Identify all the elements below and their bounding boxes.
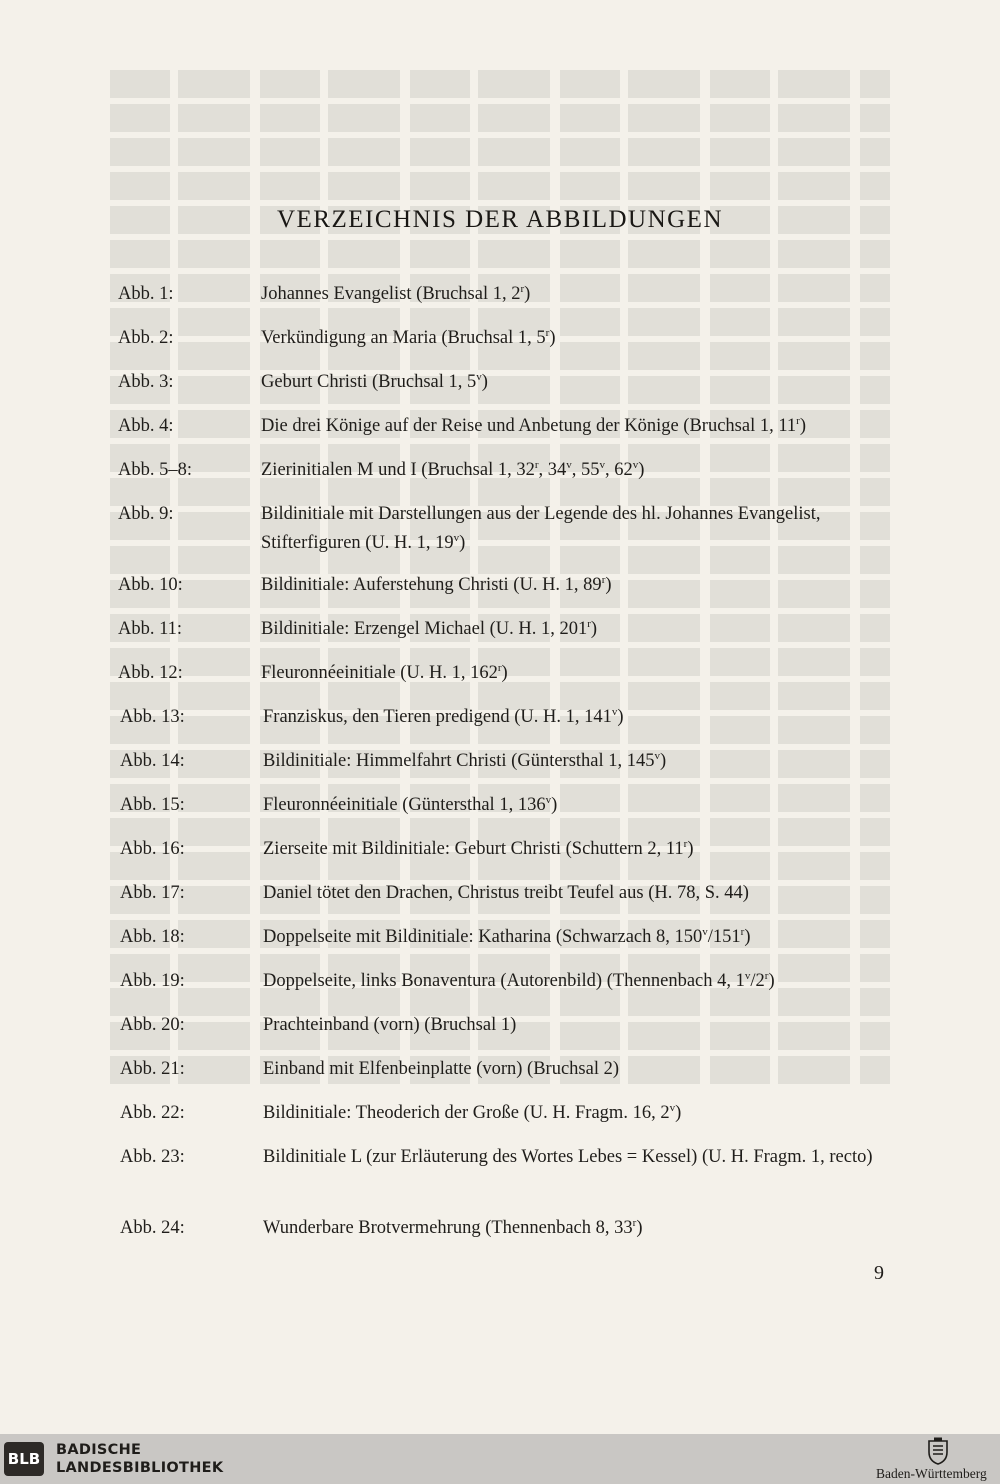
folio-superscript: r — [683, 838, 688, 850]
figure-label: Abb. 20: — [120, 1015, 185, 1035]
figure-description — [263, 835, 890, 864]
description-text: Bildinitiale L (zur Erläuterung des Wortes Lebes = Kessel) (U. H. Fragm. 1, recto) — [263, 1147, 873, 1167]
figure-entry — [118, 324, 888, 353]
figure-entry — [120, 1143, 890, 1172]
figure-label: Abb. 14: — [120, 751, 185, 771]
description-text: ) — [459, 533, 466, 553]
figure-entry — [120, 923, 890, 952]
description-text: ) — [551, 795, 558, 815]
figure-entry — [120, 835, 890, 864]
folio-superscript: r — [534, 459, 539, 471]
figure-label: Abb. 24: — [120, 1218, 185, 1238]
figure-label: Abb. 4: — [118, 416, 174, 436]
figure-label: Abb. 15: — [120, 795, 185, 815]
figure-label: Abb. 9: — [118, 504, 174, 524]
blb-logo[interactable]: BLB — [4, 1442, 44, 1476]
description-text: Einband mit Elfenbeinplatte (vorn) (Bruchsal 2) — [263, 1059, 620, 1079]
description-text: Die drei Könige auf der Reise und Anbetung der Könige (Bruchsal 1, 11 — [261, 416, 797, 436]
description-text: Daniel tötet den Drachen, Christus treibt Teufel aus (H. 78, S. 44) — [263, 883, 749, 903]
description-text: Bildinitiale: Auferstehung Christi (U. H. 1, 89 — [261, 575, 602, 595]
footer-bar — [0, 1434, 1000, 1484]
figure-label: Abb. 11: — [118, 619, 183, 639]
figure-label: Abb. 16: — [120, 839, 185, 859]
folio-superscript: r — [740, 926, 745, 938]
folio-superscript: v — [611, 706, 618, 718]
library-name[interactable] — [56, 1441, 223, 1477]
figure-label: Abb. 13: — [120, 707, 185, 727]
description-text: Wunderbare Brotvermehrung (Thennenbach 8, 33 — [263, 1218, 633, 1238]
folio-superscript: v — [566, 459, 572, 471]
figure-description — [261, 280, 888, 309]
figure-label: Abb. 19: — [120, 971, 185, 991]
folio-superscript: v — [599, 459, 606, 471]
figure-label: Abb. 1: — [118, 284, 174, 304]
figure-entry — [120, 879, 890, 908]
figure-description — [263, 1011, 890, 1040]
description-text: Fleuronnéeinitiale (U. H. 1, 162 — [261, 663, 498, 683]
figure-entry — [118, 280, 888, 309]
figure-label: Abb. 2: — [118, 328, 174, 348]
figure-entry — [120, 1055, 890, 1084]
figure-description — [263, 923, 890, 952]
library-name-line1: BADISCHE — [56, 1442, 142, 1458]
description-text: ) — [660, 751, 667, 771]
folio-superscript: v — [744, 970, 751, 982]
description-text: ) — [524, 284, 531, 304]
description-text: ) — [501, 663, 508, 683]
description-text: /2 — [750, 971, 765, 991]
description-text: ) — [744, 927, 751, 947]
folio-superscript: r — [601, 574, 606, 586]
figure-description — [261, 456, 888, 485]
figure-label: Abb. 22: — [120, 1103, 185, 1123]
figure-description — [261, 615, 888, 644]
figure-label: Abb. 18: — [120, 927, 185, 947]
figure-entry — [118, 571, 888, 600]
state-label: Baden-Württemberg — [876, 1466, 987, 1481]
description-text: Zierseite mit Bildinitiale: Geburt Christi (Schuttern 2, 11 — [263, 839, 684, 859]
folio-superscript: v — [669, 1102, 676, 1114]
description-text: Bildinitiale: Erzengel Michael (U. H. 1, 201 — [261, 619, 588, 639]
figure-label: Abb. 10: — [118, 575, 183, 595]
figure-description — [261, 412, 888, 441]
figure-label: Abb. 12: — [118, 663, 183, 683]
figure-description — [263, 879, 890, 908]
figure-entry — [120, 703, 890, 732]
folio-superscript: r — [587, 618, 591, 630]
figure-description — [263, 1143, 890, 1172]
figure-entry — [120, 791, 890, 820]
description-text: , 34 — [538, 460, 567, 480]
description-text: ) — [549, 328, 556, 348]
figure-description — [263, 703, 890, 732]
figure-description — [261, 571, 888, 600]
description-text: Bildinitiale: Himmelfahrt Christi (Güntersthal 1, 145 — [263, 751, 655, 771]
figure-entry — [118, 368, 888, 397]
figure-label: Abb. 23: — [120, 1147, 185, 1167]
figure-entry — [120, 967, 890, 996]
figure-description — [261, 500, 888, 558]
figure-description — [261, 659, 888, 688]
figure-entry — [118, 500, 888, 558]
description-text: ) — [687, 839, 694, 859]
figure-description — [261, 324, 888, 353]
description-text: ) — [481, 372, 488, 392]
figure-label: Abb. 17: — [120, 883, 185, 903]
description-text: Doppelseite mit Bildinitiale: Katharina (Schwarzach 8, 150 — [263, 927, 703, 947]
figure-description — [263, 791, 890, 820]
description-text: Fleuronnéeinitiale (Güntersthal 1, 136 — [263, 795, 546, 815]
figure-description — [263, 1055, 890, 1084]
folio-superscript: v — [702, 926, 708, 938]
description-text: ) — [617, 707, 624, 727]
description-text: , 62 — [605, 460, 633, 480]
folio-superscript: v — [545, 794, 552, 806]
figure-description — [263, 1214, 890, 1243]
figure-entry — [118, 615, 888, 644]
description-text: Franziskus, den Tieren predigend (U. H. 1, 141 — [263, 707, 612, 727]
folio-superscript: v — [654, 750, 661, 762]
description-text: Zierinitialen M und I (Bruchsal 1, 32 — [261, 460, 535, 480]
figure-description — [261, 368, 888, 397]
figure-label: Abb. 5–8: — [118, 460, 192, 480]
figure-description — [263, 1099, 890, 1128]
figure-entry — [118, 412, 888, 441]
folio-superscript: r — [796, 415, 800, 427]
folio-superscript: r — [520, 283, 525, 295]
description-text: ) — [638, 460, 645, 480]
folio-superscript: r — [497, 662, 502, 674]
page-title: VERZEICHNIS DER ABBILDUNGEN — [276, 206, 724, 233]
folio-superscript: r — [545, 327, 550, 339]
figure-description — [263, 747, 890, 776]
figure-entry — [120, 1011, 890, 1040]
library-name-line2: LANDESBIBLIOTHEK — [56, 1460, 224, 1476]
figure-entry — [118, 456, 888, 485]
figure-entry — [120, 747, 890, 776]
description-text: ) — [799, 416, 807, 436]
coat-of-arms-icon — [926, 1437, 950, 1465]
figure-entry — [118, 659, 888, 688]
figure-description — [263, 967, 890, 996]
description-text: ) — [590, 619, 598, 639]
description-text: ) — [768, 971, 775, 991]
description-text: Prachteinband (vorn) (Bruchsal 1) — [263, 1015, 517, 1035]
folio-superscript: v — [476, 371, 482, 383]
description-text: Bildinitiale mit Darstellungen aus der Legende des hl. Johannes Evangelist, Stifterfiguren (U. H. 1, 19 — [261, 504, 821, 553]
folio-superscript: v — [453, 532, 460, 544]
page-number: 9 — [874, 1262, 884, 1284]
description-text: Geburt Christi (Bruchsal 1, 5 — [261, 372, 477, 392]
figure-label: Abb. 3: — [118, 372, 174, 392]
figure-label: Abb. 21: — [120, 1059, 185, 1079]
description-text: Verkündigung an Maria (Bruchsal 1, 5 — [261, 328, 546, 348]
figure-entry — [120, 1099, 890, 1128]
folio-superscript: v — [632, 459, 639, 471]
description-text: , 55 — [571, 460, 600, 480]
description-text: ) — [605, 575, 612, 595]
figure-entry — [120, 1214, 890, 1243]
description-text: /151 — [707, 927, 741, 947]
folio-superscript: r — [764, 970, 769, 982]
description-text: ) — [636, 1218, 643, 1238]
description-text: Johannes Evangelist (Bruchsal 1, 2 — [261, 284, 521, 304]
description-text: Doppelseite, links Bonaventura (Autorenbild) (Thennenbach 4, 1 — [263, 971, 745, 991]
description-text: ) — [675, 1103, 682, 1123]
folio-superscript: r — [632, 1217, 637, 1229]
description-text: Bildinitiale: Theoderich der Große (U. H. Fragm. 16, 2 — [263, 1103, 670, 1123]
